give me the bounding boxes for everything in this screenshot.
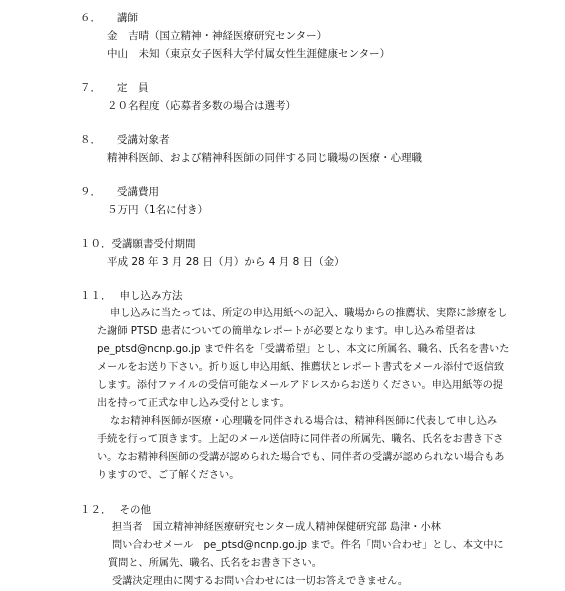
section-7-line-1: ２０名程度（応募者多数の場合は選考） [107, 100, 296, 112]
section-7-heading [80, 79, 149, 97]
section-8-line-1: 精神科医師、および精神科医師の同伴する同じ職場の医療・心理職 [107, 152, 422, 164]
section-title: 定 員 [117, 82, 149, 94]
section-8-heading [80, 131, 170, 149]
section-number: １０． [80, 238, 112, 250]
section-number: ８． [80, 134, 101, 146]
section-12-line-2: 問い合わせメール pe_ptsd@ncnp.go.jp まで。件名「問い合わせ」とし、本文中に [112, 540, 504, 551]
section-6-heading [80, 9, 138, 27]
section-10-line-1: 平成 28 年 3 月 28 日（月）から 4 月 8 日（金） [107, 256, 345, 268]
section-9-heading [80, 183, 159, 201]
section-number: １１． [80, 290, 112, 302]
section-title: 受講費用 [117, 186, 159, 198]
section-number: ６． [80, 12, 101, 24]
section-title: 講師 [117, 12, 138, 24]
section-10-heading [80, 235, 196, 253]
section-12-heading [80, 501, 151, 519]
section-title: 申し込み方法 [119, 290, 183, 302]
section-11-line-9: い。なお精神科医師の受講が認められた場合でも、同伴者の受講が認められない場合もあ [97, 452, 505, 463]
section-number: ９． [80, 186, 101, 198]
section-12-line-1: 担当者 国立精神神経医療研究センター成人精神保健研究部 島津・小林 [112, 522, 441, 533]
section-11-line-2: た謝師 PTSD 患者についての簡単なレポートが必要となります。申し込み希望者は [97, 326, 476, 337]
section-number: １２． [80, 504, 112, 516]
section-11-line-10: りますので、ご了解ください。 [97, 470, 240, 481]
section-title: 受講願書受付期間 [111, 238, 196, 250]
section-number: ７． [80, 82, 101, 94]
section-11-line-5: します。添付ファイルの受信可能なメールアドレスからお送りください。申込用紙等の提 [97, 380, 503, 391]
section-12-line-4: 受講決定理由に関するお問い合わせには一切お答えできません。 [112, 576, 409, 587]
section-11-line-3: pe_ptsd@ncnp.go.jp まで件名を「受講希望」とし、本文に所属名、職名、氏名を書いた [97, 344, 510, 355]
section-title: その他 [119, 504, 151, 516]
section-11-line-4: メールをお送り下さい。折り返し申込用紙、推薦状とレポート書式をメール添付で返信致 [97, 362, 505, 373]
section-title: 受講対象者 [117, 134, 170, 146]
section-11-line-6: 出を持って正式な申し込み受付とします。 [97, 398, 290, 409]
section-11-line-1: 申し込みに当たっては、所定の申込用紙への記入、職場からの推薦状、実際に診療をし [110, 308, 508, 319]
section-9-line-1: ５万円（1名に付き） [107, 204, 209, 216]
section-12-line-3: 質問と、所属先、職名、氏名をお書き下さい。 [108, 558, 322, 569]
section-11-line-7: なお精神科医師が医療・心理職を同伴される場合は、精神科医師に代表して申し込み [110, 416, 498, 427]
section-11-heading [80, 287, 183, 305]
section-11-line-8: 手続を行って頂きます。上記のメール送信時に同伴者の所属先、職名、氏名をお書き下さ [97, 434, 504, 445]
section-6-line-1: 金 吉晴（国立精神・神経医療研究センター） [107, 30, 328, 42]
section-6-line-2: 中山 未知（東京女子医科大学付属女性生涯健康センター） [107, 48, 391, 60]
